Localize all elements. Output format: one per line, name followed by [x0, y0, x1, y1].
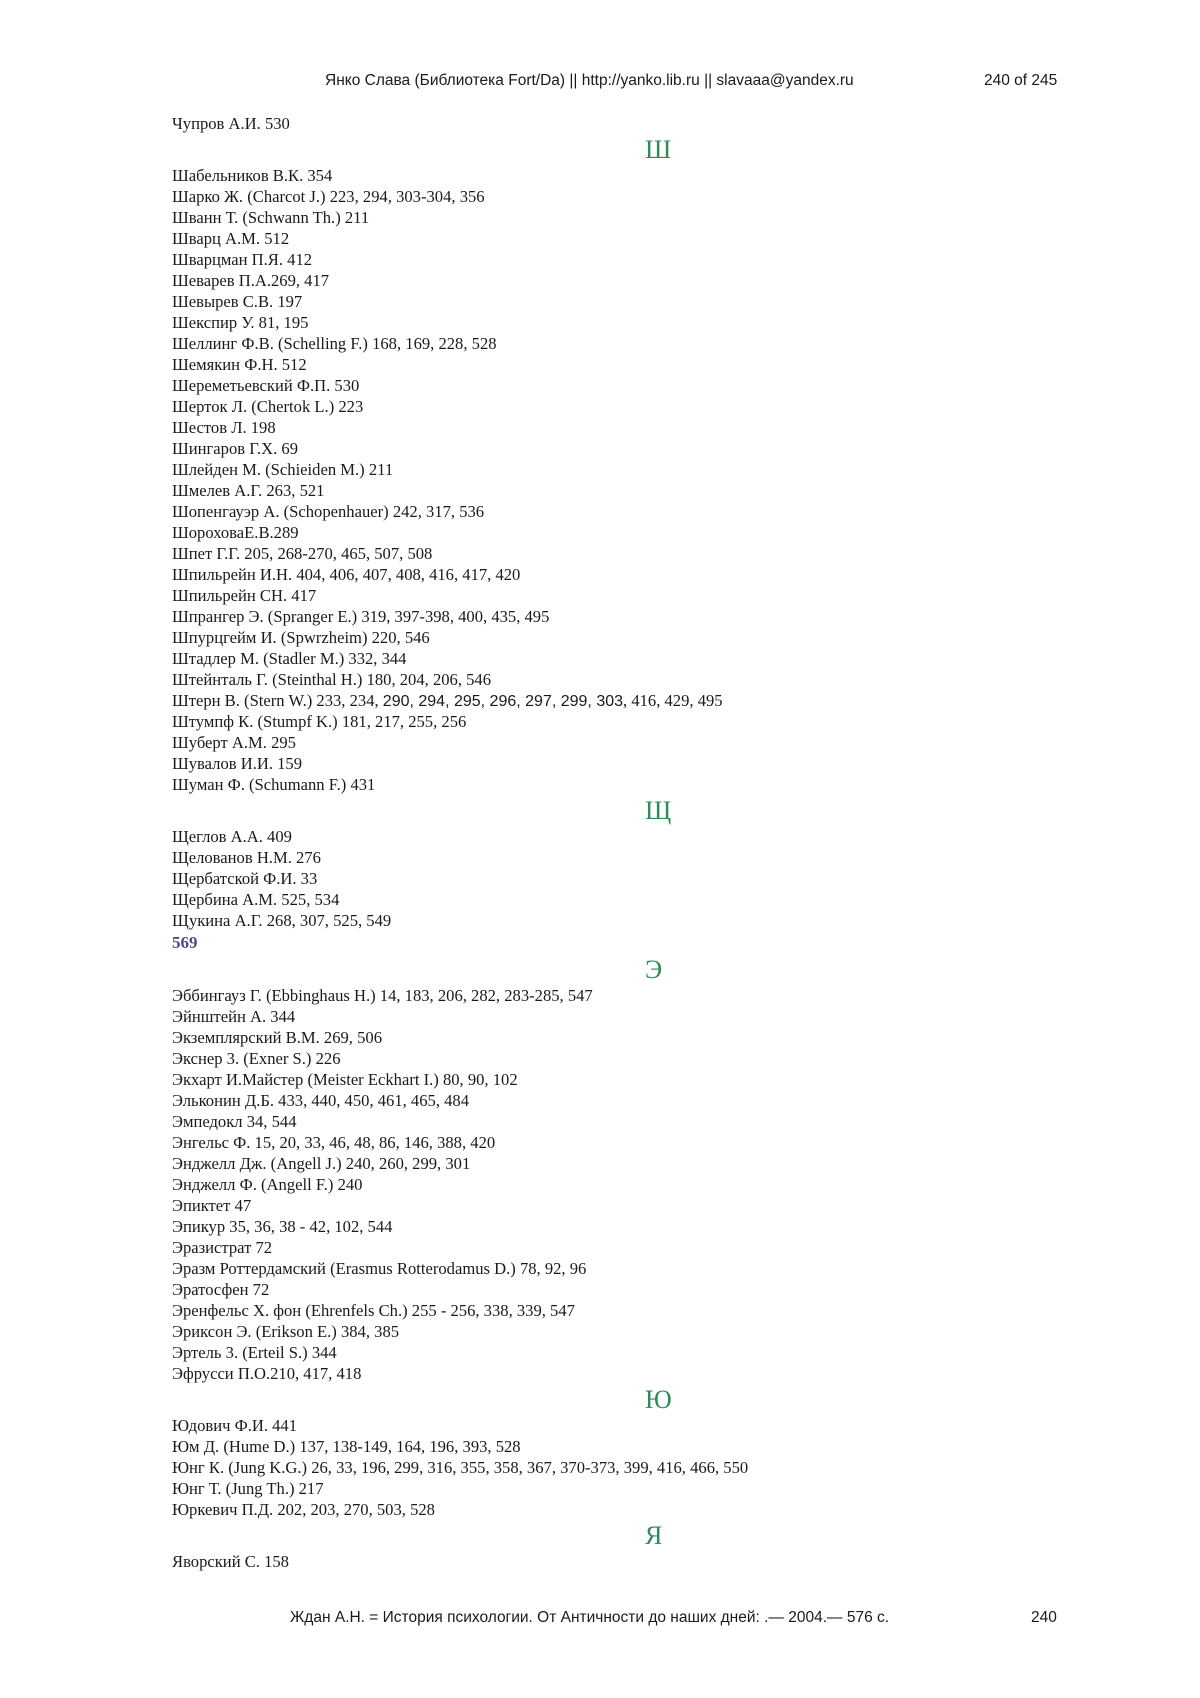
entry-part-pre: Штерн В. (Stern W.) 233, 234,	[172, 691, 383, 710]
section-letter: Ш	[645, 135, 672, 164]
index-entry: Штейнталь Г. (Steinthal H.) 180, 204, 206, 546	[172, 670, 492, 689]
index-entry: Эртель 3. (Erteil S.) 344	[172, 1343, 337, 1362]
index-entry: Эразистрат 72	[172, 1238, 273, 1257]
index-entry: Шопенгауэр А. (Schopenhauer) 242, 317, 536	[172, 502, 485, 521]
index-entry: Эйнштейн А. 344	[172, 1007, 296, 1026]
header-page-count: 240 of 245	[984, 72, 1058, 89]
entry-part-mid: 290, 294, 295, 296, 297, 299, 303	[382, 693, 624, 710]
page-header	[0, 72, 1200, 94]
index-entry: Шмелев А.Г. 263, 521	[172, 481, 325, 500]
index-entry: ШороховаЕ.В.289	[172, 523, 299, 542]
index-entry: Эразм Роттердамский (Erasmus Rotterodamus D.) 78, 92, 96	[172, 1259, 587, 1278]
section-letter: Ю	[645, 1385, 672, 1414]
index-entry: Щукина А.Г. 268, 307, 525, 549	[172, 911, 392, 930]
index-entry: Шерток Л. (Chertok L.) 223	[172, 397, 364, 416]
index-entry: Щеглов А.А. 409	[172, 827, 292, 846]
index-entry: Шеллинг Ф.В. (Schelling F.) 168, 169, 228, 528	[172, 334, 497, 353]
footer-citation: Ждан А.Н. = История психологии. От Античности до наших дней: .— 2004.— 576 с.	[290, 1609, 890, 1626]
index-entry: Щелованов Н.М. 276	[172, 848, 321, 867]
index-entry: Экземплярский В.М. 269, 506	[172, 1028, 382, 1047]
index-entry: Эббингауз Г. (Ebbinghaus H.) 14, 183, 206, 282, 283-285, 547	[172, 986, 593, 1005]
index-content	[172, 113, 1122, 1572]
footer-page-number: 240	[1031, 1609, 1057, 1626]
index-entry: Эфрусси П.О.210, 417, 418	[172, 1364, 362, 1383]
index-entry: Юм Д. (Hume D.) 137, 138-149, 164, 196, 393, 528	[172, 1437, 521, 1456]
index-entry: Эпикур 35, 36, 38 - 42, 102, 544	[172, 1217, 393, 1236]
section-letter: Я	[645, 1521, 663, 1550]
index-entry: Эмпедокл 34, 544	[172, 1112, 297, 1131]
index-entry: Шванн Т. (Schwann Th.) 211	[172, 208, 370, 227]
index-entry: Шекспир У. 81, 195	[172, 313, 309, 332]
index-entry-stern	[172, 690, 1122, 711]
index-entry: Щербатской Ф.И. 33	[172, 869, 318, 888]
index-entry: Шеварев П.А.269, 417	[172, 271, 330, 290]
index-entry: Экснер 3. (Exner S.) 226	[172, 1049, 341, 1068]
original-page-marker: 569	[172, 933, 198, 952]
section-letter: Щ	[645, 796, 672, 825]
index-entry: Юнг Т. (Jung Th.) 217	[172, 1479, 324, 1498]
index-entry: Шпильрейн И.Н. 404, 406, 407, 408, 416, 417, 420	[172, 565, 521, 584]
section-letter-heading	[172, 795, 1122, 826]
page-footer	[0, 1609, 1200, 1631]
index-entry: Юркевич П.Д. 202, 203, 270, 503, 528	[172, 1500, 435, 1519]
index-entry: Энгельс Ф. 15, 20, 33, 46, 48, 86, 146, 388, 420	[172, 1133, 496, 1152]
index-entry: Шестов Л. 198	[172, 418, 276, 437]
index-entry: Шингаров Г.Х. 69	[172, 439, 298, 458]
index-entry: Энджелл Дж. (Angell J.) 240, 260, 299, 301	[172, 1154, 471, 1173]
index-entry: Шувалов И.И. 159	[172, 754, 303, 773]
section-letter: Э	[645, 955, 663, 984]
index-entry: Штадлер М. (Stadler M.) 332, 344	[172, 649, 407, 668]
index-entry: Эратосфен 72	[172, 1280, 270, 1299]
index-entry: Шпильрейн СН. 417	[172, 586, 317, 605]
index-entry: Эльконин Д.Б. 433, 440, 450, 461, 465, 484	[172, 1091, 470, 1110]
index-entry: Шарко Ж. (Charcot J.) 223, 294, 303-304, 356	[172, 187, 485, 206]
index-entry: Шуберт А.М. 295	[172, 733, 296, 752]
index-entry: Эпиктет 47	[172, 1196, 252, 1215]
index-entry: Шевырев С.В. 197	[172, 292, 303, 311]
section-letter-heading	[172, 954, 1122, 985]
index-entry: Шемякин Ф.Н. 512	[172, 355, 307, 374]
index-entry: Эриксон Э. (Erikson E.) 384, 385	[172, 1322, 400, 1341]
index-entry: Яворский С. 158	[172, 1552, 289, 1571]
index-entry: Шуман Ф. (Schumann F.) 431	[172, 775, 376, 794]
index-entry: Юдович Ф.И. 441	[172, 1416, 298, 1435]
index-entry: Шварц А.М. 512	[172, 229, 290, 248]
index-entry: Шлейден М. (Schieiden M.) 211	[172, 460, 394, 479]
index-entry: Штумпф К. (Stumpf K.) 181, 217, 255, 256	[172, 712, 467, 731]
section-letter-heading	[172, 134, 1122, 165]
index-entry: Шереметьевский Ф.П. 530	[172, 376, 360, 395]
index-entry: Эренфельс X. фон (Ehrenfels Ch.) 255 - 256, 338, 339, 547	[172, 1301, 575, 1320]
index-entry: Шабельников В.К. 354	[172, 166, 333, 185]
index-entry: Энджелл Ф. (Angell F.) 240	[172, 1175, 363, 1194]
index-entry: Шпурцгейм И. (Spwrzheim) 220, 546	[172, 628, 430, 647]
index-entry: Шпет Г.Г. 205, 268-270, 465, 507, 508	[172, 544, 433, 563]
index-entry: Щербина А.М. 525, 534	[172, 890, 340, 909]
index-entry: Шварцман П.Я. 412	[172, 250, 313, 269]
entry-part-post: , 416, 429, 495	[623, 691, 723, 710]
index-entry: Юнг К. (Jung K.G.) 26, 33, 196, 299, 316, 355, 358, 367, 370-373, 399, 416, 466, 550	[172, 1458, 749, 1477]
index-entry: Шпрангер Э. (Spranger E.) 319, 397-398, 400, 435, 495	[172, 607, 550, 626]
index-entry: Экхарт И.Майстер (Meister Eckhart I.) 80, 90, 102	[172, 1070, 518, 1089]
section-letter-heading	[172, 1520, 1122, 1551]
header-title: Янко Слава (Библиотека Fort/Da) || http://yanko.lib.ru || slavaaa@yandex.ru	[325, 72, 854, 89]
index-entry: Чупров А.И. 530	[172, 114, 290, 133]
section-letter-heading	[172, 1384, 1122, 1415]
